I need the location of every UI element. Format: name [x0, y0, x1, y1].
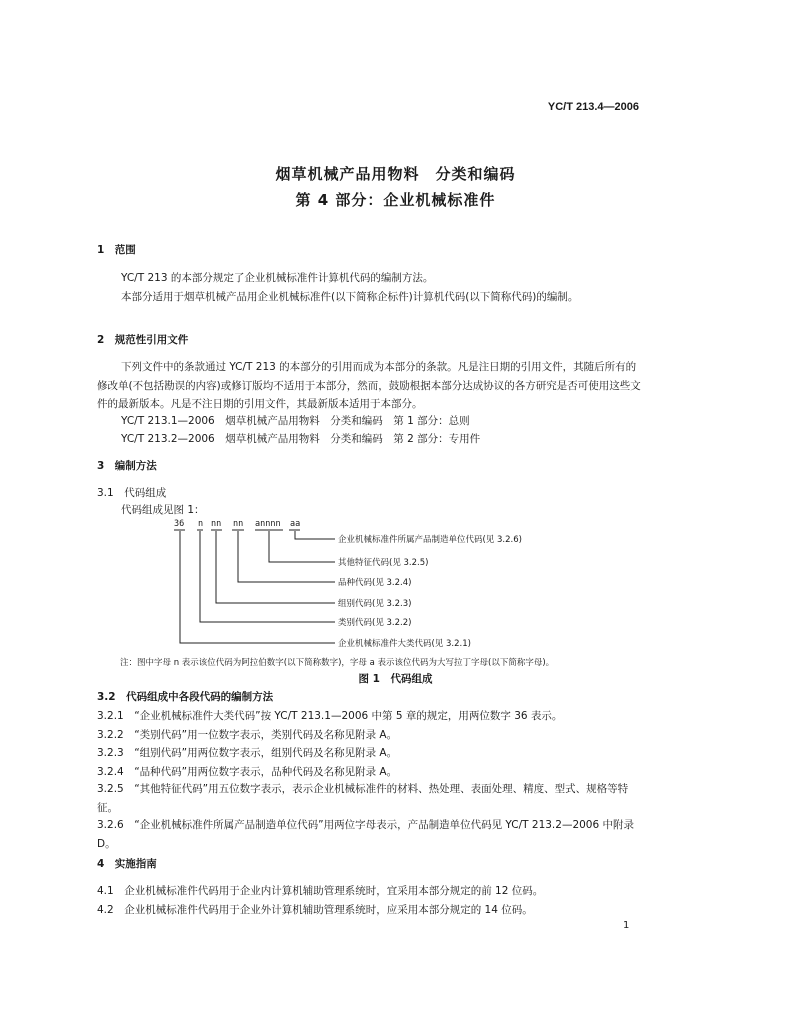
section-3-2-heading: 3.2 代码组成中各段代码的编制方法: [97, 691, 274, 703]
code-part-variety: nn: [233, 519, 244, 529]
leader-group: [216, 531, 335, 603]
section-2-para-1: 下列文件中的条款通过 YC/T 213 的本部分的引用而成为本部分的条款。凡是注日期的引用文件，其随后所有的修改单(不包括勘误的内容)或修订版均不适用于本部分，然而，鼓励根据本部分达成协议的各方研究是否可使用这些文件的最新版本。凡是不注日期的引用文件，其最新版本适用于本部分。: [97, 361, 641, 410]
label-class-code: 企业机械标准件大类代码(见 3.2.1): [338, 639, 471, 649]
item-3-2-6: 3.2.6 “企业机械标准件所属产品制造单位代码”用两位字母表示，产品制造单位代码见 YC/T 213.2—2006 中附录 D。: [97, 819, 635, 850]
reference-1: YC/T 213.1—2006 烟草机械产品用物料 分类和编码 第 1 部分：总则: [121, 415, 470, 427]
label-group-code: 组别代码(见 3.2.3): [338, 599, 412, 609]
code-part-feature: annnn: [255, 519, 281, 529]
section-1-para-1: YC/T 213 的本部分规定了企业机械标准件计算机代码的编制方法。: [121, 272, 434, 284]
item-4-2: 4.2 企业机械标准件代码用于企业外计算机辅助管理系统时，应采用本部分规定的 14 位码。: [97, 904, 533, 916]
standard-code: YC/T 213.4—2006: [547, 101, 639, 113]
page-number: 1: [623, 920, 630, 931]
item-3-2-4: 3.2.4 “品种代码”用两位数字表示，品种代码及名称见附录 A。: [97, 766, 398, 778]
leader-maker: [295, 531, 335, 539]
section-1-heading: 1 范围: [97, 244, 136, 256]
figure-caption: 图 1 代码组成: [358, 673, 433, 685]
section-4-heading: 4 实施指南: [97, 858, 157, 870]
leader-feature: [269, 531, 335, 562]
section-1-para-2: 本部分适用于烟草机械产品用企业机械标准件(以下简称企标件)计算机代码(以下简称代码)的编制。: [121, 291, 579, 303]
doc-title-line2: 第 4 部分：企业机械标准件: [295, 191, 496, 209]
item-4-1: 4.1 企业机械标准件代码用于企业内计算机辅助管理系统时，宜采用本部分规定的前 12 位码。: [97, 885, 544, 897]
label-maker-code: 企业机械标准件所属产品制造单位代码(见 3.2.6): [338, 535, 522, 545]
leader-category: [200, 531, 335, 622]
section-3-1-heading: 3.1 代码组成: [97, 487, 167, 499]
code-part-class: 36: [174, 519, 185, 529]
leader-class: [180, 531, 335, 643]
section-3-heading: 3 编制方法: [97, 460, 157, 472]
figure-note: 注：图中字母 n 表示该位代码为阿拉伯数字(以下简称数字)，字母 a 表示该位代码为大写拉丁字母(以下简称字母)。: [120, 658, 555, 668]
item-3-2-1: 3.2.1 “企业机械标准件大类代码”按 YC/T 213.1—2006 中第 5 章的规定，用两位数字 36 表示。: [97, 710, 563, 722]
label-feature-code: 其他特征代码(见 3.2.5): [338, 558, 429, 568]
reference-2: YC/T 213.2—2006 烟草机械产品用物料 分类和编码 第 2 部分：专用件: [121, 433, 481, 445]
label-variety-code: 品种代码(见 3.2.4): [338, 578, 412, 588]
code-part-category: n: [198, 519, 204, 529]
item-3-2-3: 3.2.3 “组别代码”用两位数字表示，组别代码及名称见附录 A。: [97, 747, 398, 759]
section-3-1-text: 代码组成见图 1：: [121, 504, 205, 516]
label-category-code: 类别代码(见 3.2.2): [338, 618, 412, 628]
code-part-maker: aa: [290, 519, 301, 529]
section-2-heading: 2 规范性引用文件: [97, 334, 189, 346]
doc-title-line1: 烟草机械产品用物料 分类和编码: [275, 165, 516, 183]
item-3-2-2: 3.2.2 “类别代码”用一位数字表示，类别代码及名称见附录 A。: [97, 729, 398, 741]
item-3-2-5: 3.2.5 “其他特征代码”用五位数字表示，表示企业机械标准件的材料、热处理、表面处理、精度、型式、规格等特征。: [97, 783, 629, 814]
code-part-group: nn: [211, 519, 222, 529]
